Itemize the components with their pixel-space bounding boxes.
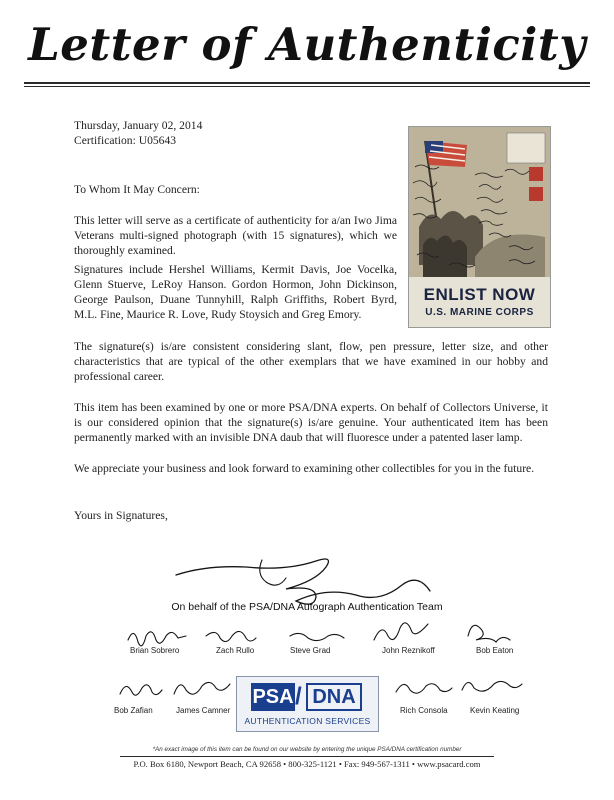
sig-james-camner [174, 682, 230, 694]
signer-name-row1-5: Bob Eaton [476, 646, 514, 655]
authentication-services-label: AUTHENTICATION SERVICES [244, 716, 371, 726]
sig-rich-consola [396, 684, 452, 693]
sig-brian-sobrero [128, 632, 186, 646]
footer-divider [120, 756, 494, 757]
closing-line: Yours in Signatures, [74, 509, 168, 522]
certification-footnote: *An exact image of this item can be found on our website by entering the unique PSA/DNA certification number [152, 746, 462, 753]
sig-steve-grad [290, 633, 344, 640]
poster-enlist-text: ENLIST NOW [423, 285, 536, 304]
signer-name-row1-3: Steve Grad [290, 646, 331, 655]
signer-name-row2-4: Kevin Keating [470, 706, 520, 715]
team-behalf-line: On behalf of the PSA/DNA Autograph Authentication Team [171, 601, 443, 613]
sig-bob-zafian [120, 685, 162, 695]
psa-logo-mark: PSA [251, 683, 295, 711]
signer-name-row1-2: Zach Rullo [216, 646, 255, 655]
psa-dna-logo [236, 676, 379, 732]
certification-number: Certification: U05643 [74, 134, 177, 147]
salutation: To Whom It May Concern: [74, 183, 200, 196]
logo-slash: / [295, 683, 302, 710]
signer-name-row1-1: Brian Sobrero [130, 646, 180, 655]
main-signature [176, 559, 430, 604]
letter-date: Thursday, January 02, 2014 [74, 119, 203, 132]
paragraph-consistency: The signature(s) is/are consistent considering slant, flow, pen pressure, letter size, and other characteristics that are typical of the other exemplars that we have examined in our hobby and professional career. [74, 340, 548, 383]
paragraph-appreciation: We appreciate your business and look forward to examining other collectibles for you in the future. [74, 462, 535, 475]
paragraph-signature-list: Signatures include Hershel Williams, Kermit Davis, Joe Vocelka, Glenn Stuerve, LeRoy Hanson. Gordon Hormon, John Dickinson, George Paulson, Duane Tunnyhill, Ralph Griffiths, Robert Byrd, M.L. Fine, Maurice R. Love, Rudy Stoysich and Greg Emory. [74, 263, 397, 321]
signer-name-row2-2: James Camner [176, 706, 231, 715]
paragraph-item-description: This letter will serve as a certificate of authenticity for a/an Iwo Jima Veterans multi-signed photograph (with 15 signatures), which we thoroughly examined. [74, 214, 397, 257]
poster-corps-text: U.S. MARINE CORPS [425, 307, 534, 318]
sig-zach-rullo [206, 631, 256, 641]
paragraph-opinion: This item has been examined by one or more PSA/DNA experts. On behalf of Collectors Universe, it is our considered opinion that the signature(s) is/are genuine. Your authenticated item has been permanently marked with an invisible DNA daub that will fluoresce under a patented laser lamp. [74, 401, 548, 444]
dna-logo-mark: DNA [306, 683, 362, 711]
signer-name-row1-4: John Reznikoff [382, 646, 435, 655]
signer-name-row2-3: Rich Consola [400, 706, 448, 715]
company-address: P.O. Box 6180, Newport Beach, CA 92658 • 800-325-1121 • Fax: 949-567-1311 • www.psacard.com [133, 759, 481, 769]
sig-bob-eaton [468, 625, 510, 642]
signer-name-row2-1: Bob Zafian [114, 706, 153, 715]
sig-john-reznikoff [374, 623, 428, 640]
letter-title: Letter of Authenticity [28, 18, 586, 71]
sig-kevin-keating [462, 681, 522, 691]
